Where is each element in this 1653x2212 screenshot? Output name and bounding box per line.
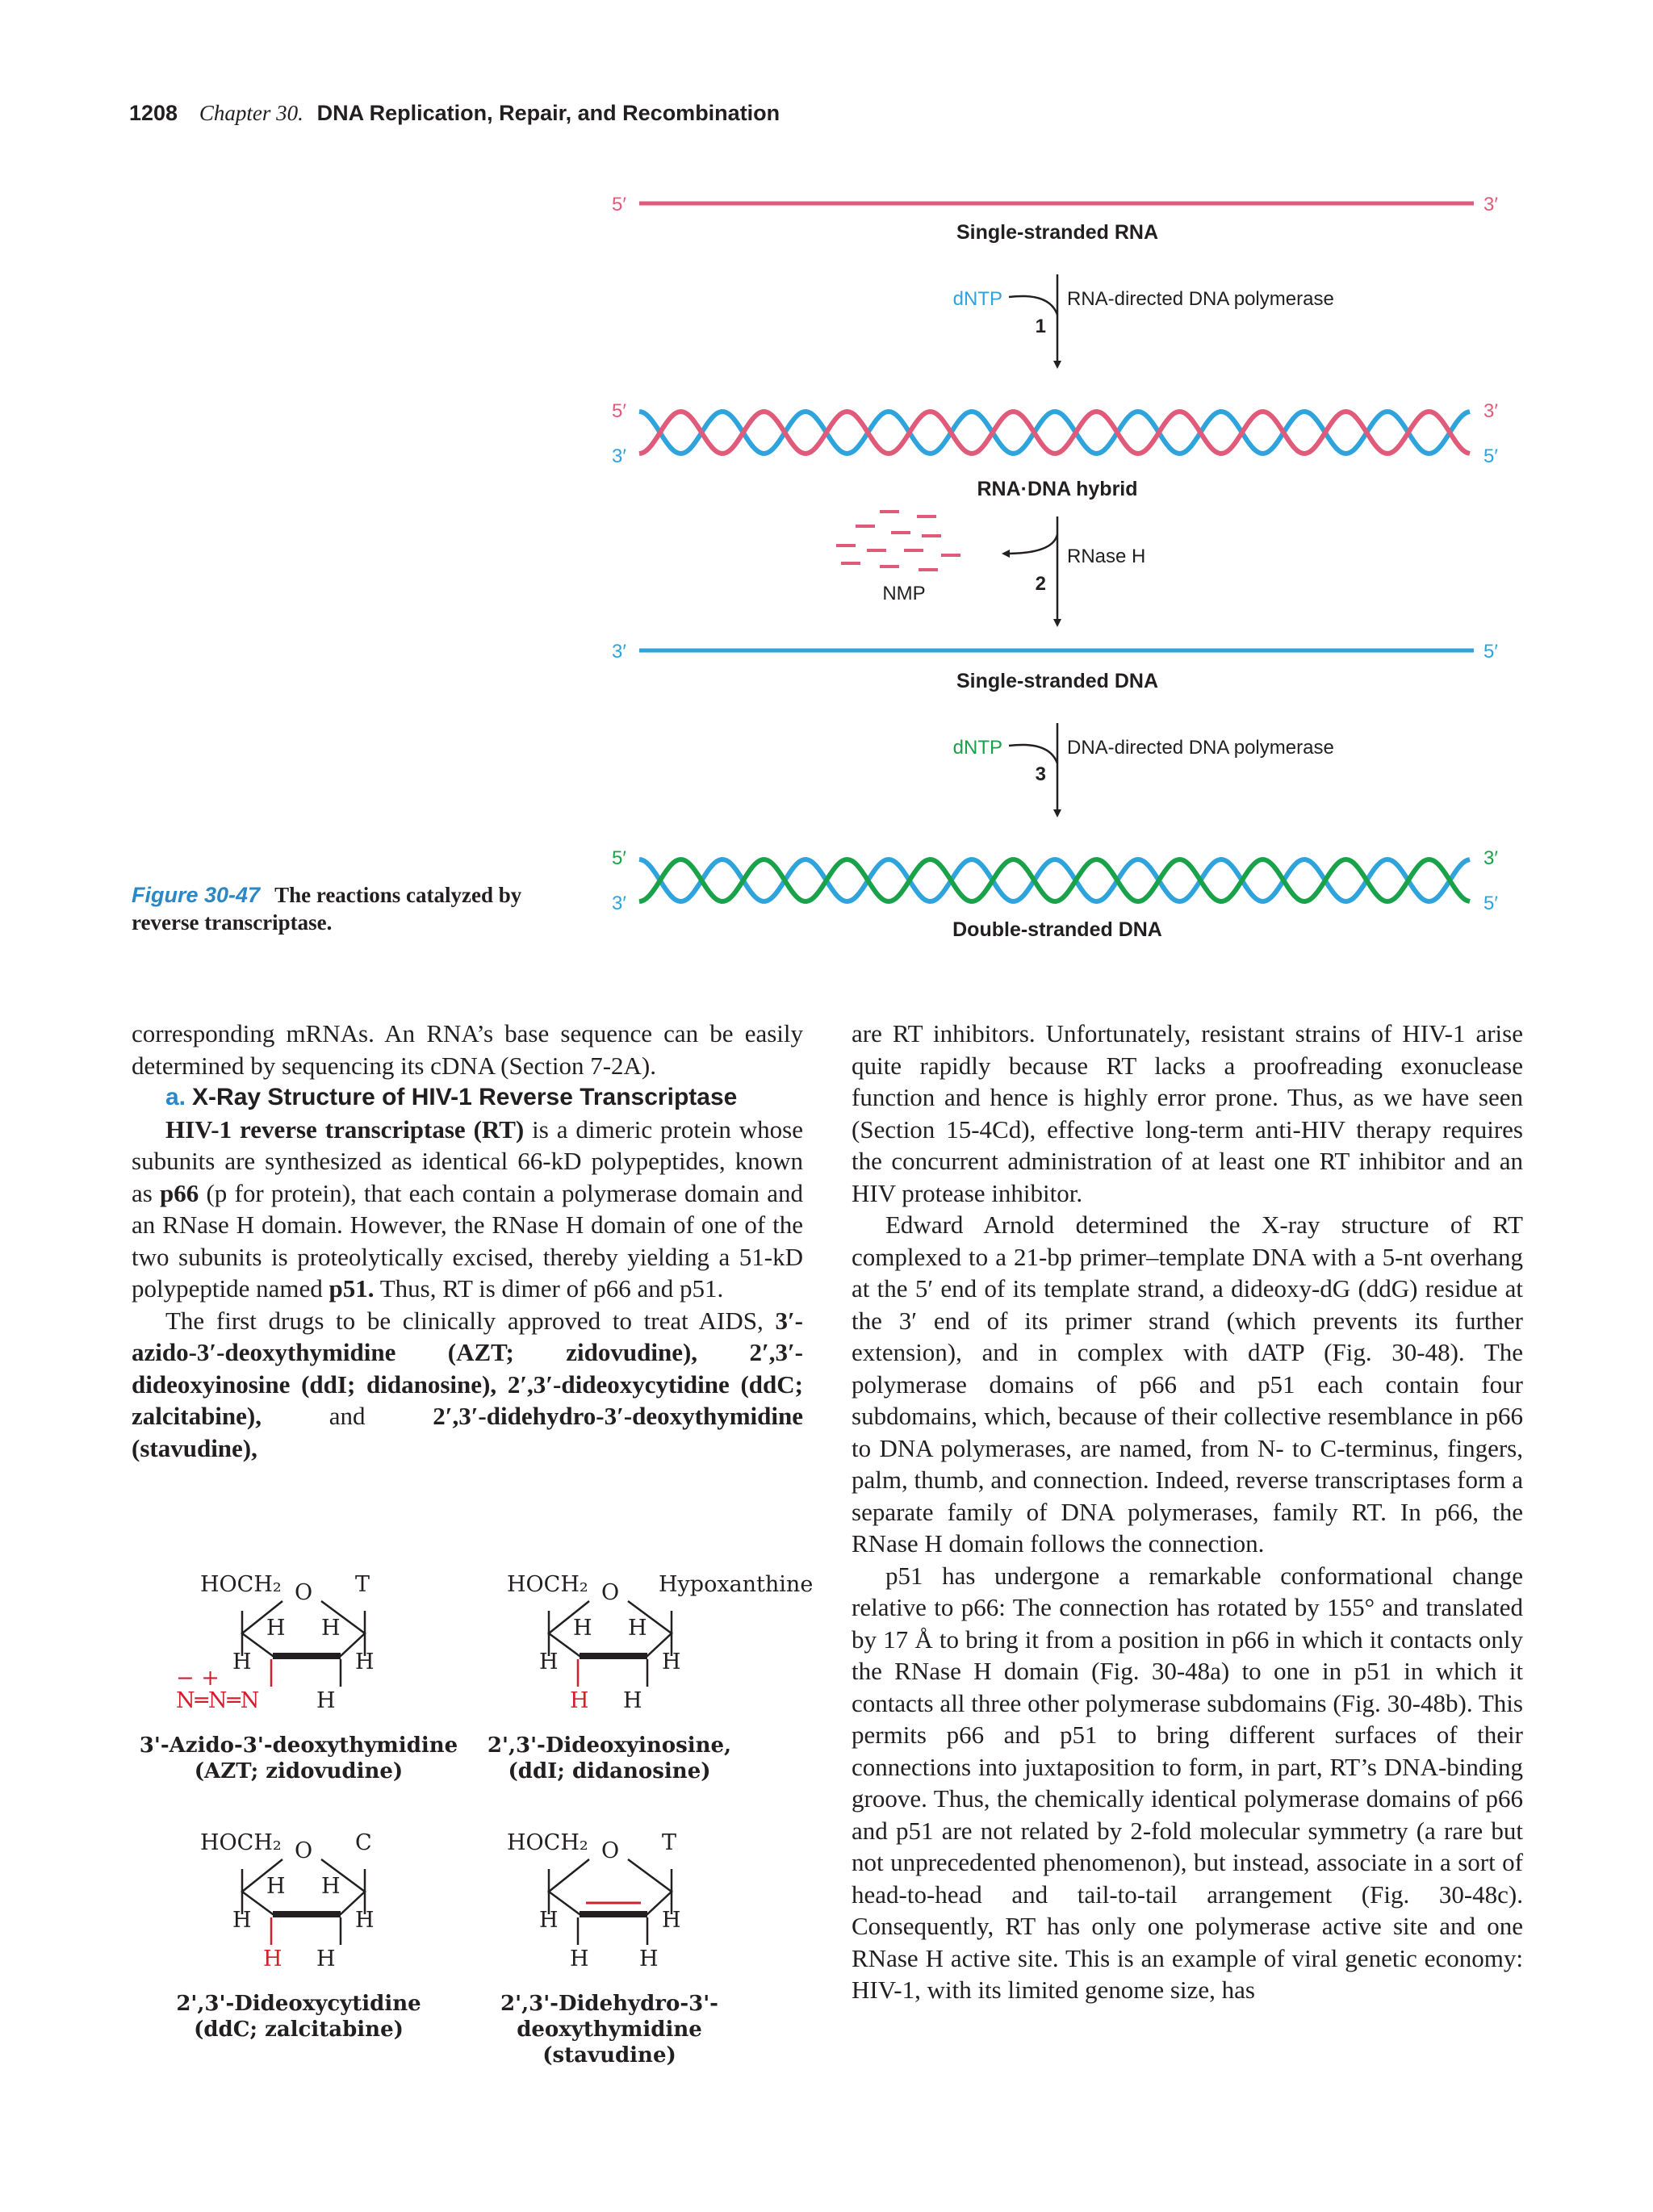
- figure-number: Figure 30-47: [132, 883, 261, 907]
- azt-hoch2: HOCH₂: [200, 1572, 282, 1597]
- hybrid-label: RNA·DNA hybrid: [977, 478, 1138, 500]
- d4t-h: H: [570, 1946, 589, 1972]
- double-stranded-dna-helix: [639, 859, 1470, 901]
- ddi-h: H: [623, 1688, 642, 1713]
- reverse-transcriptase-diagram: [0, 0, 1653, 968]
- ddi-h: H: [539, 1650, 559, 1675]
- step3-reagent-curve: [1009, 745, 1057, 763]
- text-run: and: [262, 1402, 433, 1430]
- left-paragraph-1: corresponding mRNAs. An RNA’s base sequence can be easily determined by sequencing its cDNA (Section 7-2A).: [132, 1019, 803, 1080]
- ssdna-label: Single-stranded DNA: [956, 670, 1159, 692]
- caption-text: The reactions catalyzed by reverse transcriptase.: [132, 883, 522, 935]
- azt-name-line1: 3'-Azido-3'-deoxythymidine: [139, 1733, 458, 1758]
- ssdna-5prime: 5′: [1484, 641, 1498, 663]
- ddc-structure: [200, 1830, 375, 1972]
- step2-enzyme: RNase H: [1067, 546, 1146, 567]
- left-paragraph-3: [132, 1305, 803, 1465]
- nmp-label: NMP: [882, 583, 926, 604]
- d4t-name-line1: 2',3'-Didehydro-3'-: [500, 1992, 718, 2016]
- left-column: [132, 1018, 803, 1464]
- right-column: [852, 1018, 1523, 2006]
- ds-bottom-right: 5′: [1484, 893, 1498, 914]
- azt-h: H: [232, 1650, 252, 1675]
- ddi-h-red: H: [570, 1688, 589, 1713]
- ddc-base: C: [355, 1830, 372, 1855]
- ddc-hoch2: HOCH₂: [200, 1830, 282, 1855]
- step1-number: 1: [1035, 316, 1046, 337]
- ddi-h: H: [573, 1616, 592, 1641]
- ds-label: Double-stranded DNA: [952, 918, 1162, 941]
- page-number: 1208: [129, 101, 178, 125]
- ddi-ring-oxygen: O: [601, 1580, 620, 1605]
- ddc-h: H: [355, 1908, 375, 1933]
- ddc-h: H: [321, 1874, 341, 1899]
- ds-top-right: 3′: [1484, 847, 1498, 869]
- ddi-name-line1: 2',3'-Dideoxyinosine,: [487, 1733, 732, 1758]
- rna-dna-hybrid-helix: [639, 412, 1470, 454]
- azt-h: H: [321, 1616, 341, 1641]
- ddc-name-line2: (ddC; zalcitabine): [194, 2018, 404, 2042]
- azt-h: H: [355, 1650, 375, 1675]
- azt-name: [137, 1733, 460, 1784]
- ds-top-left: 5′: [612, 847, 626, 869]
- ddc-h: H: [232, 1908, 252, 1933]
- chapter-label: Chapter 30.: [199, 101, 303, 125]
- right-paragraph-3: p51 has undergone a remarkable conformational change relative to p66: The connection has rotated by 155° and translated by 17 Å to bring it from a position in p66 in which it contacts only the RNase H domain (Fig. 30-48a) to one in p51 in which it contacts all three other polymerase subdomains (Fig. 30-48b). This permits p66 and p51 to bring different surfaces of their connections into juxtaposition to form, in part, RT’s DNA-binding groove. Thus, the chemically identical polymerase domains of p66 and p51 are not related by 2-fold molecular symmetry (a rare but not unprecedented phenomenon), but instead, associate in a sort of head-to-head and tail-to-tail arrangement (Fig. 30-48c). Consequently, RT has only one polymerase active site and one RNase H active site. This is an example of viral genetic economy: HIV-1, with its limited genome size, has: [852, 1561, 1523, 2004]
- d4t-name-line3: (stavudine): [542, 2043, 676, 2068]
- hybrid-top-left: 5′: [612, 400, 626, 422]
- azt-charges: − +: [176, 1666, 220, 1691]
- step2-number: 2: [1035, 573, 1046, 595]
- text-run: (p for protein), that each contain a polymerase domain and an RNase H domain. However, the RNase H domain of one of the two subunits is proteolytically excised, thereby yielding a 51-kD polypeptide named: [132, 1178, 803, 1303]
- chapter-title: DNA Replication, Repair, and Recombination: [316, 101, 780, 125]
- d4t-structure: [507, 1830, 681, 1972]
- ddc-ring-oxygen: O: [295, 1838, 313, 1863]
- term-hiv-rt: HIV-1 reverse transcriptase (RT): [165, 1114, 525, 1144]
- ddc-name: [153, 1991, 444, 2043]
- nmp-fragments: [836, 512, 960, 570]
- figure-caption: [132, 881, 584, 936]
- right-paragraph-1: are RT inhibitors. Unfortunately, resistant strains of HIV-1 arise quite rapidly because RT lacks a proofreading exonuclease function and hence is highly error prone. Thus, as we have seen (Section 15-4Cd), effective long-term anti-HIV therapy requires the concurrent administration of at least one RT inhibitor and an HIV protease inhibitor.: [852, 1019, 1523, 1207]
- ddc-h-red: H: [263, 1946, 282, 1972]
- ddc-h: H: [266, 1874, 286, 1899]
- d4t-base: T: [662, 1830, 677, 1855]
- section-heading: [132, 1081, 803, 1114]
- step1-dntp: dNTP: [952, 288, 1002, 310]
- term-drug-list: 3′-azido-3′-deoxythymidine (AZT; zidovudine), 2′,3′-dideoxyinosine (ddI; didanosine), 2′,3′-dideoxycytidine (ddC; zalcitabine),: [132, 1306, 803, 1430]
- helix-strand-b: [639, 412, 1470, 454]
- ddi-name-line2: (ddI; didanosine): [508, 1759, 711, 1783]
- azt-name-line2: (AZT; zidovudine): [194, 1759, 404, 1783]
- step1-reagent-curve: [1009, 296, 1057, 315]
- step1-enzyme: RNA-directed DNA polymerase: [1067, 288, 1334, 310]
- hybrid-bottom-left: 3′: [612, 445, 626, 467]
- ddi-hoch2: HOCH₂: [507, 1572, 588, 1597]
- d4t-name: [472, 1991, 747, 2068]
- d4t-ring-oxygen: O: [601, 1838, 620, 1863]
- right-paragraph-2: Edward Arnold determined the X-ray structure of RT complexed to a 21-bp primer–template DNA with a 5-nt overhang at the 5′ end of its template strand, a dideoxy-dG (ddG) residue at the 3′ end of its primer strand (which prevents its further extension), and in complex with dATP (Fig. 30-48). The polymerase domains of p66 and p51 each contain four subdomains, which, because of their collective resemblance in p66 to DNA polymerases, are named, from N- to C-terminus, fingers, palm, thumb, and connection. Indeed, reverse transcriptases form a separate family of DNA polymerases, family RT. In p66, the RNase H domain follows the connection.: [852, 1211, 1523, 1558]
- ddi-name: [472, 1733, 747, 1784]
- d4t-h: H: [639, 1946, 659, 1972]
- azt-base: T: [355, 1572, 370, 1597]
- text-run: Thus, RT is dimer of p66 and p51.: [374, 1274, 724, 1303]
- ddc-name-line1: 2',3'-Dideoxycytidine: [176, 1992, 421, 2016]
- azt-structure: [176, 1572, 375, 1713]
- step2-branch-arrow: [1006, 534, 1057, 554]
- section-letter: a.: [165, 1084, 186, 1110]
- rna-5prime: 5′: [612, 194, 626, 215]
- term-p66: p66: [160, 1178, 199, 1207]
- d4t-name-line2: deoxythymidine: [517, 2018, 702, 2042]
- azt-h: H: [316, 1688, 336, 1713]
- ddi-h: H: [662, 1650, 681, 1675]
- term-p51: p51.: [329, 1274, 375, 1303]
- ddi-structure: [507, 1572, 813, 1713]
- step3-enzyme: DNA-directed DNA polymerase: [1067, 737, 1334, 759]
- left-paragraph-2: [132, 1114, 803, 1305]
- hybrid-top-right: 3′: [1484, 400, 1498, 422]
- helix-strand-a: [639, 859, 1470, 901]
- step3-dntp: dNTP: [952, 737, 1002, 759]
- rna-label: Single-stranded RNA: [956, 221, 1159, 244]
- azt-ring-oxygen: O: [295, 1580, 313, 1605]
- azt-h: H: [266, 1616, 286, 1641]
- d4t-h: H: [539, 1908, 559, 1933]
- term-stavudine: 2′,3′-didehydro-3′-deoxythymidine (stavudine),: [132, 1402, 803, 1462]
- azt-azido: N═N═N: [176, 1688, 260, 1713]
- rna-3prime: 3′: [1484, 194, 1498, 215]
- ddi-base: Hypoxanthine: [659, 1572, 814, 1597]
- text-run: is a dimeric protein whose subunits are synthesized as identical 66-kD polypeptides, known as: [132, 1114, 803, 1207]
- text-run: The first drugs to be clinically approved to treat AIDS,: [165, 1306, 776, 1335]
- helix-strand-b: [639, 859, 1470, 901]
- ds-bottom-left: 3′: [612, 893, 626, 914]
- helix-strand-a: [639, 412, 1470, 454]
- section-title: X-Ray Structure of HIV-1 Reverse Transcriptase: [192, 1084, 738, 1110]
- ssdna-3prime: 3′: [612, 641, 626, 663]
- step3-number: 3: [1035, 763, 1046, 785]
- d4t-h: H: [662, 1908, 681, 1933]
- d4t-hoch2: HOCH₂: [507, 1830, 588, 1855]
- ddi-h: H: [628, 1616, 647, 1641]
- ddc-h: H: [316, 1946, 336, 1972]
- hybrid-bottom-right: 5′: [1484, 445, 1498, 467]
